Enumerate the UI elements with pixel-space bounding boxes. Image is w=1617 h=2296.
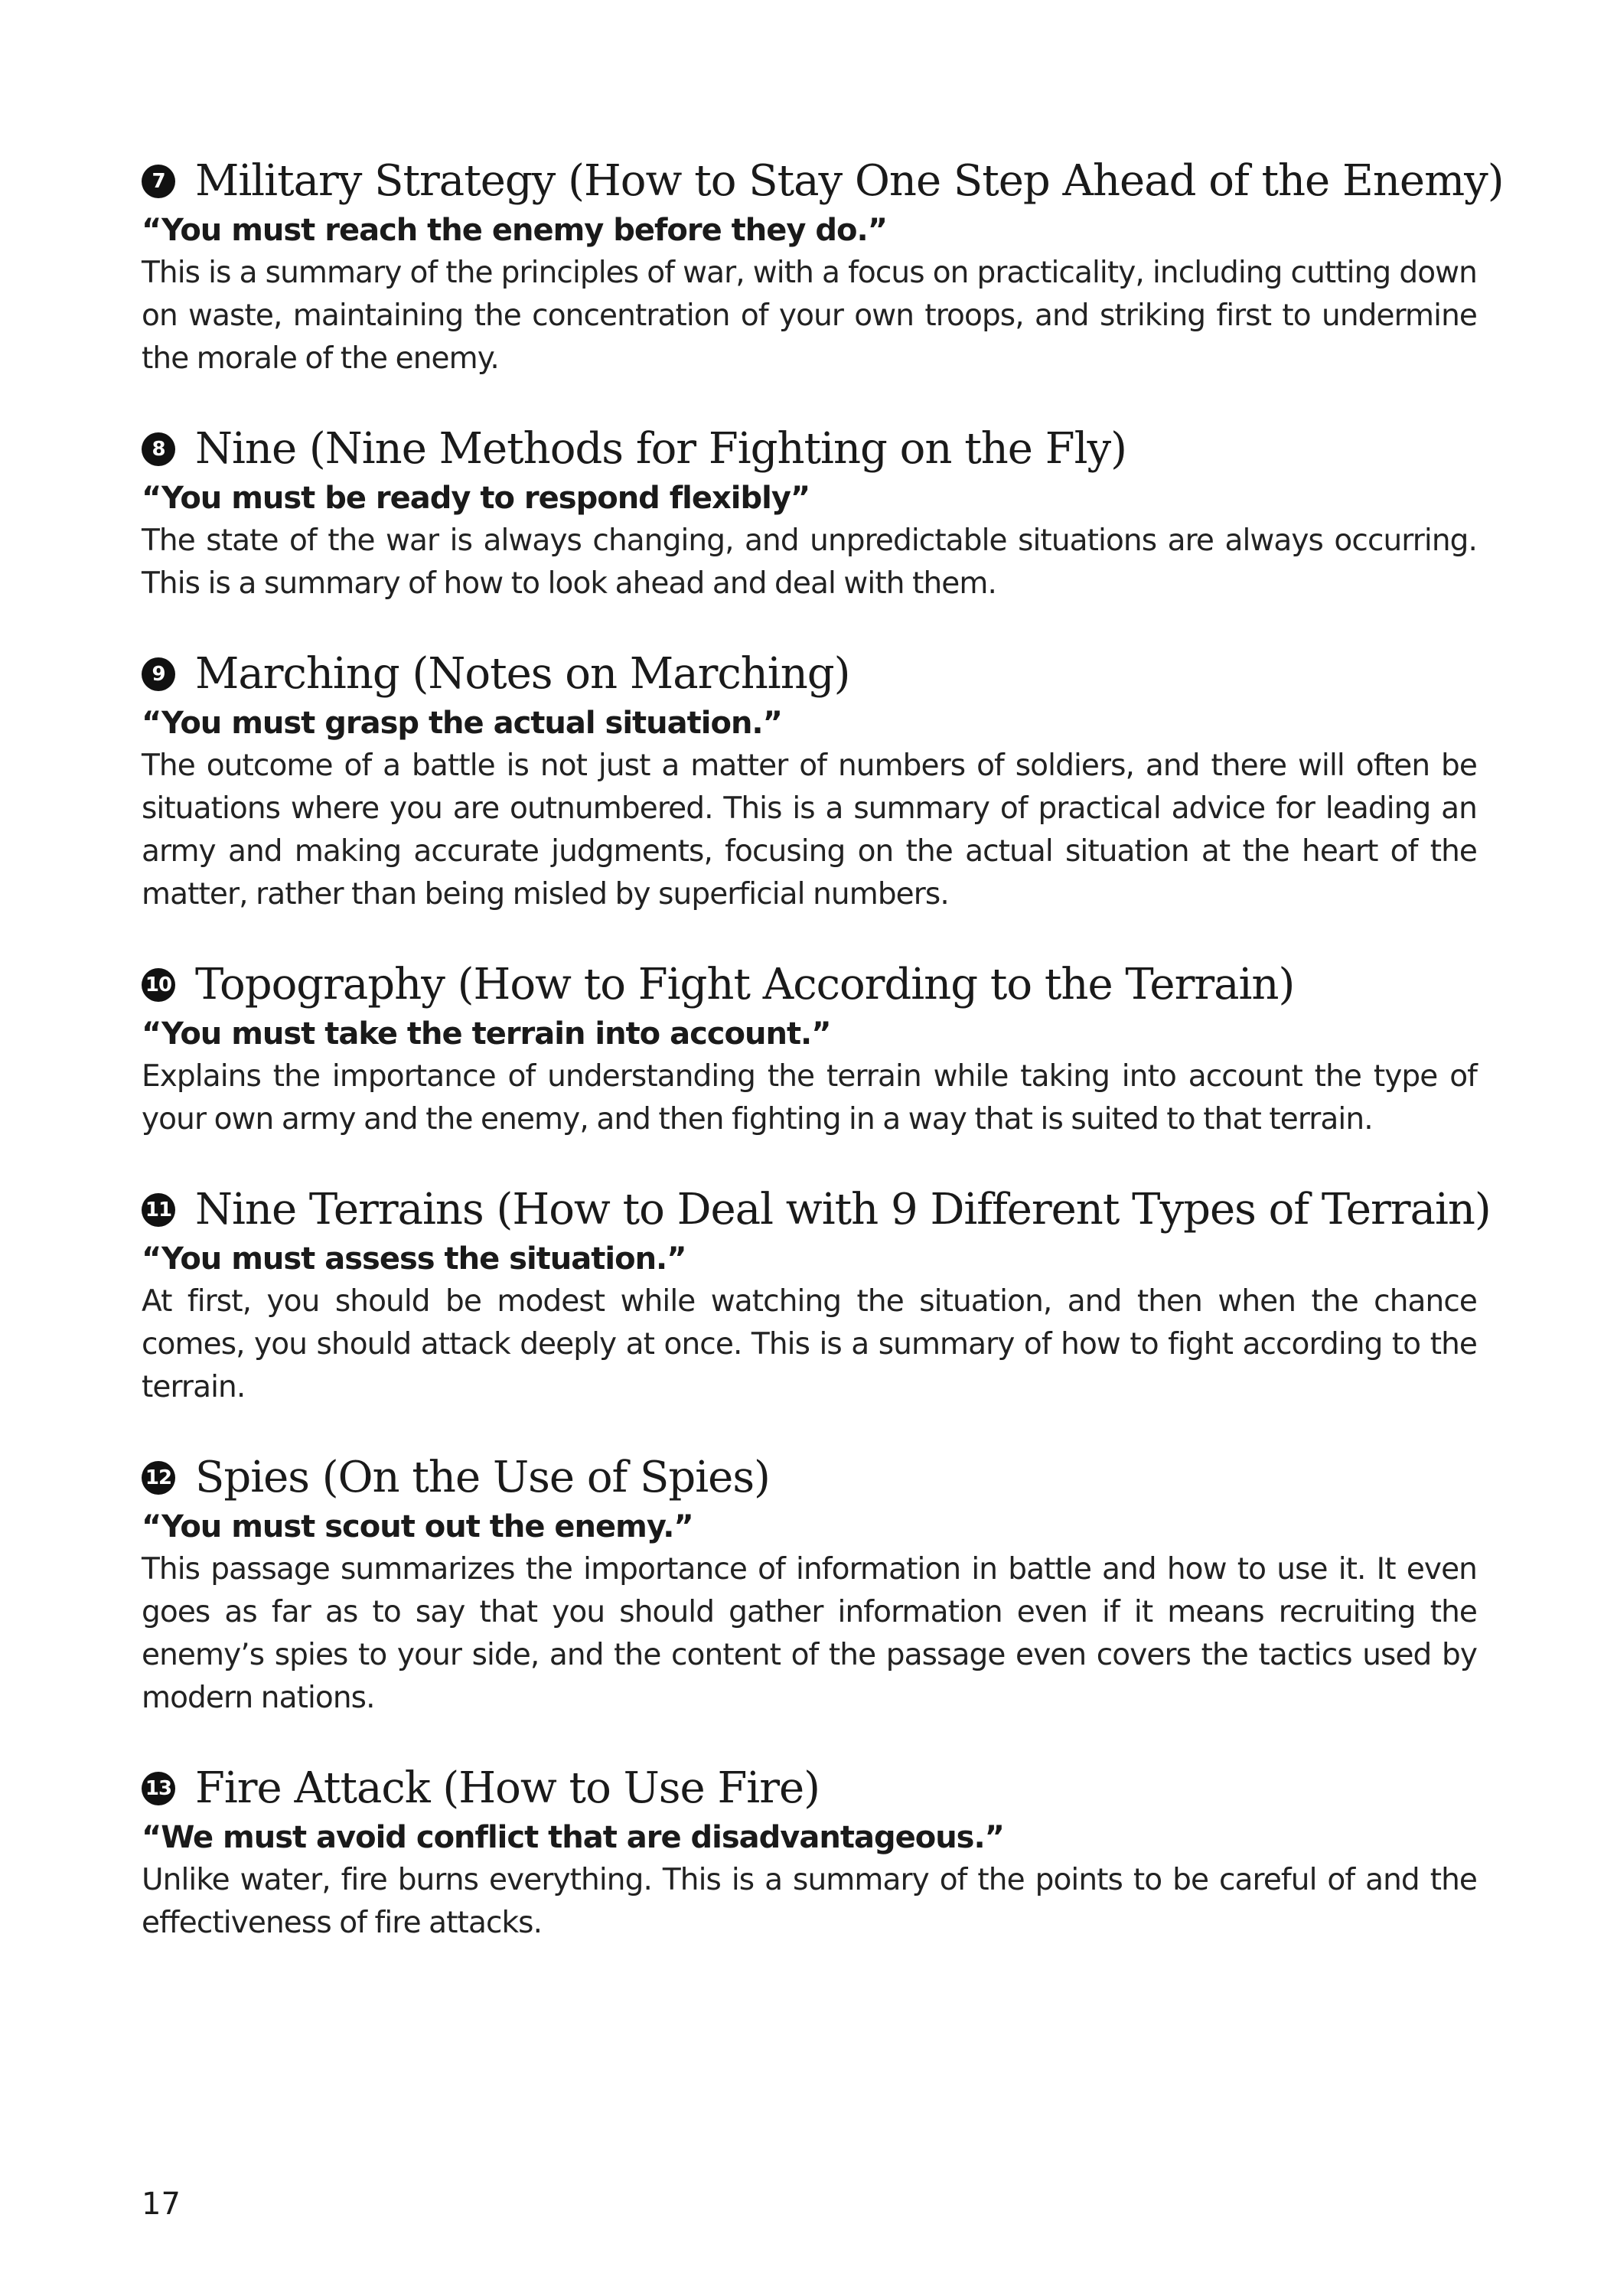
section-quote: “You must be ready to respond flexibly”	[142, 481, 810, 516]
section-heading	[142, 650, 1477, 699]
section-topography	[142, 960, 1477, 1141]
section-body: Explains the importance of understanding the terrain while taking into account the type of your own army and the enemy, and then fighting in a way that is suited to that terrain.	[142, 1059, 1477, 1137]
section-quote: “You must scout out the enemy.”	[142, 1509, 693, 1544]
section-nine	[142, 425, 1477, 605]
section-body: The state of the war is always changing, and unpredictable situations are always occurring. This is a summary of how to look ahead and deal with them.	[142, 523, 1477, 601]
section-nine-terrains	[142, 1185, 1491, 1409]
section-number-badge: 7	[142, 165, 175, 198]
section-body: Unlike water, fire burns everything. This is a summary of the points to be careful of and the effectiveness of fire attacks.	[142, 1863, 1477, 1940]
section-quote: “We must avoid conflict that are disadvantageous.”	[142, 1820, 1004, 1855]
section-heading	[142, 156, 1504, 206]
section-body: At first, you should be modest while watching the situation, and then when the chance comes, you should attack deeply at once. This is a summary of how to fight according to the terrain.	[142, 1284, 1477, 1404]
section-marching	[142, 650, 1477, 916]
section-heading	[142, 425, 1477, 474]
section-title: Nine Terrains (How to Deal with 9 Different Types of Terrain)	[195, 1185, 1491, 1234]
section-heading	[142, 1453, 1477, 1502]
section-title: Nine (Nine Methods for Fighting on the Fly)	[195, 424, 1126, 474]
section-number-badge: 11	[142, 1193, 175, 1227]
section-body: This is a summary of the principles of war, with a focus on practicality, including cutting down on waste, maintaining the concentration of your own troops, and striking first to undermine the morale of the enemy.	[142, 256, 1477, 376]
section-number-badge: 13	[142, 1772, 175, 1805]
section-title: Spies (On the Use of Spies)	[195, 1453, 770, 1502]
section-military-strategy	[142, 156, 1504, 380]
section-title: Military Strategy (How to Stay One Step Ahead of the Enemy)	[195, 156, 1504, 206]
section-quote: “You must reach the enemy before they do.”	[142, 213, 887, 248]
section-heading	[142, 1764, 1477, 1813]
section-number-badge: 8	[142, 432, 175, 466]
section-body: The outcome of a battle is not just a matter of numbers of soldiers, and there will often be situations where you are outnumbered. This is a summary of practical advice for leading an army and making accurate judgments, focusing on the actual situation at the heart of the matter, rather than being misled by superficial numbers.	[142, 748, 1477, 912]
section-heading	[142, 1185, 1491, 1234]
section-title: Topography (How to Fight According to the Terrain)	[195, 960, 1295, 1009]
section-number-badge: 12	[142, 1461, 175, 1495]
page-number: 17	[142, 2187, 181, 2222]
section-spies	[142, 1453, 1477, 1720]
section-body: This passage summarizes the importance of information in battle and how to use it. It even goes as far as to say that you should gather information even if it means recruiting the enemy’s spies to your side, and the content of the passage even covers the tactics used by modern nations.	[142, 1552, 1477, 1715]
section-number-badge: 10	[142, 968, 175, 1002]
section-quote: “You must grasp the actual situation.”	[142, 706, 782, 741]
section-quote: “You must take the terrain into account.”	[142, 1016, 831, 1052]
section-quote: “You must assess the situation.”	[142, 1241, 686, 1277]
section-title: Marching (Notes on Marching)	[195, 649, 850, 699]
document-page	[142, 156, 1504, 1989]
section-heading	[142, 960, 1477, 1009]
section-title: Fire Attack (How to Use Fire)	[195, 1763, 820, 1813]
section-number-badge: 9	[142, 657, 175, 691]
section-fire-attack	[142, 1764, 1477, 1945]
